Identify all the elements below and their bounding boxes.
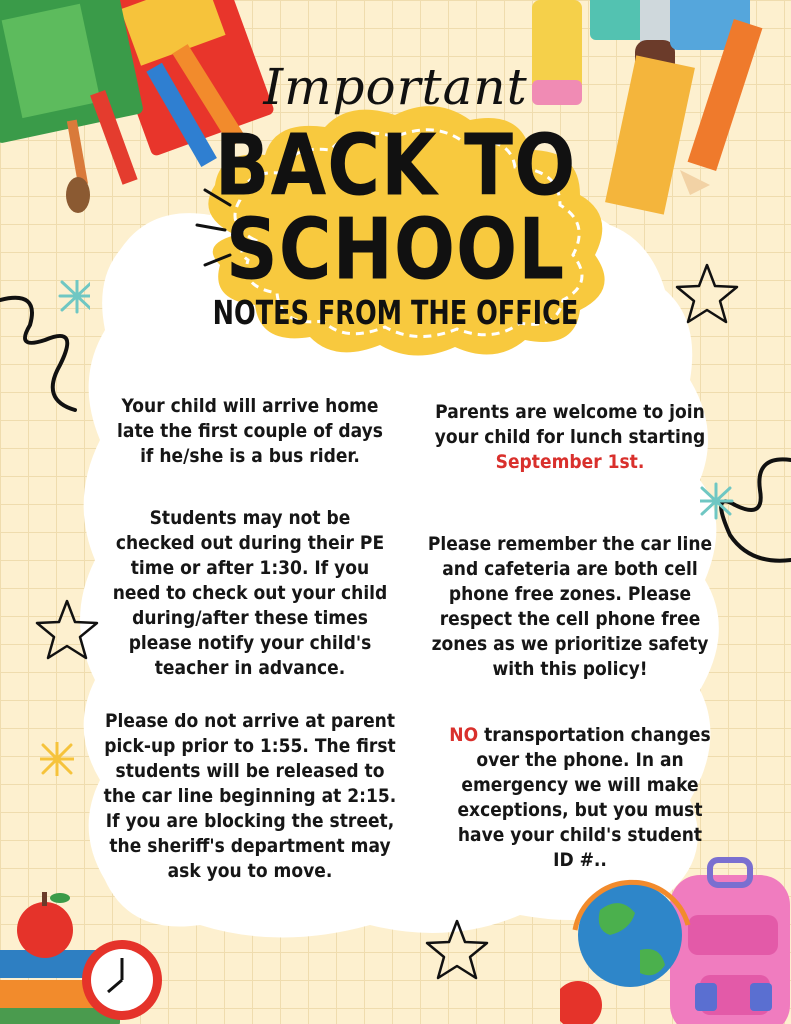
star-icon — [425, 918, 489, 980]
title-important: Important — [263, 58, 528, 116]
title-back-to: BACK TO — [214, 115, 577, 215]
note-transportation-no: NO — [449, 724, 479, 746]
school-supplies-bottom-right-icon — [560, 855, 791, 1024]
note-checkout: Students may not be checked out during their PE time or after 1:30. If you need to check out your child during/after these times please notify your child's teacher in advance. — [112, 507, 388, 679]
note-transportation — [445, 723, 715, 873]
note-bus-rider: Your child will arrive home late the first couple of days if he/she is a bus rider. — [117, 395, 383, 467]
note-lunch-text: Parents are welcome to join your child for lunch starting — [434, 401, 706, 448]
title-school: SCHOOL — [225, 199, 566, 299]
note-transportation-text: transportation changes over the phone. In an emergency we will make exceptions, but you must have your child's student ID #.. — [457, 724, 711, 871]
note-cell-phone: Please remember the car line and cafeteria are both cell phone free zones. Please respect the cell phone free zones as we prioritize safety with this policy! — [427, 533, 713, 680]
note-pickup: Please do not arrive at parent pick-up prior to 1:55. The first students will be released to the car line beginning at 2:15. If you are blocking the street, the sheriff's department may ask you to move. — [103, 710, 397, 882]
subtitle-notes-from-office: NOTES FROM THE OFFICE — [212, 293, 579, 332]
sparkle-icon — [40, 742, 74, 776]
note-lunch — [431, 400, 710, 475]
note-lunch-date: September 1st. — [495, 451, 645, 473]
school-supplies-bottom-left-icon — [0, 880, 200, 1024]
star-icon — [35, 598, 99, 660]
